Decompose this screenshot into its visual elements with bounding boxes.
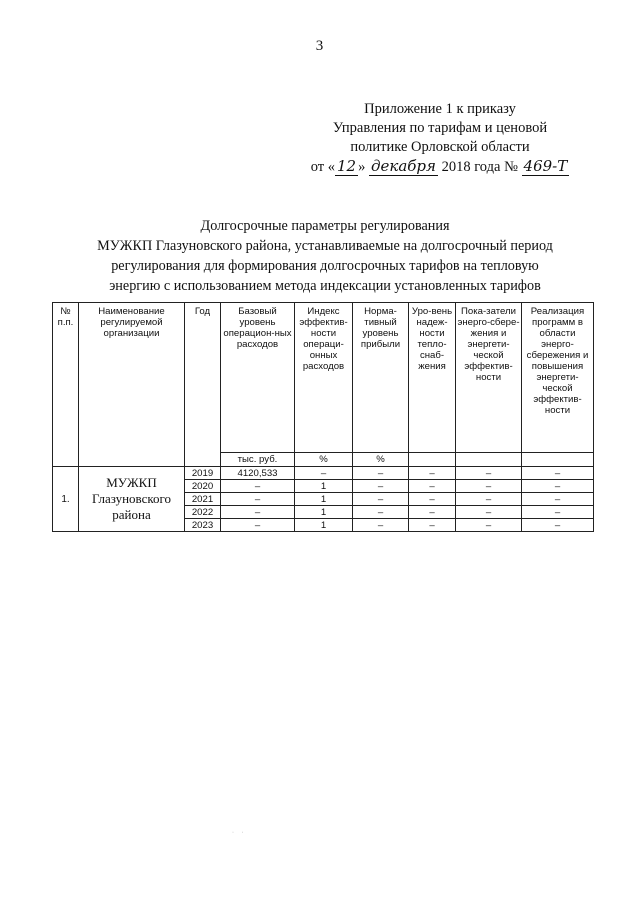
unit-norm: %	[353, 453, 409, 467]
cell-reliability: –	[409, 519, 456, 532]
appendix-header	[300, 100, 580, 177]
header-norm: Норма-тивный уровень прибыли	[353, 303, 409, 453]
header-year: Год	[185, 303, 221, 467]
cell-year: 2019	[185, 467, 221, 480]
date-month: декабря	[370, 157, 436, 175]
cell-base: 4120,533	[221, 467, 295, 480]
cell-base: –	[221, 519, 295, 532]
title-line-1: Долгосрочные параметры регулирования	[200, 218, 450, 234]
cell-index: 1	[295, 506, 353, 519]
table-header-row	[53, 303, 594, 453]
cell-reliability: –	[409, 467, 456, 480]
cell-index: 1	[295, 519, 353, 532]
organization-name: МУЖКП Глазуновского района	[79, 467, 185, 532]
title-line-3: регулирования для формирования долгосрочных тарифов на тепловую	[111, 258, 539, 274]
cell-index: 1	[295, 493, 353, 506]
cell-programs: –	[522, 480, 594, 493]
date-prefix: от «	[310, 159, 336, 175]
title-line-4: энергию с использованием метода индексации установленных тарифов	[109, 278, 541, 294]
cell-year: 2021	[185, 493, 221, 506]
cell-norm: –	[353, 480, 409, 493]
unit-index: %	[295, 453, 353, 467]
cell-norm: –	[353, 519, 409, 532]
cell-indicators: –	[456, 506, 522, 519]
appendix-line-3: политике Орловской области	[350, 139, 530, 155]
header-reliability: Уро-вень надеж-ности тепло-снаб-жения	[409, 303, 456, 453]
cell-norm: –	[353, 467, 409, 480]
cell-base: –	[221, 480, 295, 493]
cell-base: –	[221, 506, 295, 519]
order-number: 469-Т	[523, 157, 568, 175]
cell-programs: –	[522, 506, 594, 519]
unit-indicators	[456, 453, 522, 467]
date-mid: »	[358, 159, 366, 175]
appendix-date-line	[300, 157, 580, 177]
cell-year: 2022	[185, 506, 221, 519]
scan-marks: · ·	[232, 830, 247, 836]
document-title	[60, 216, 590, 296]
cell-index: 1	[295, 480, 353, 493]
parameters-table	[52, 302, 594, 532]
cell-reliability: –	[409, 493, 456, 506]
unit-base: тыс. руб.	[221, 453, 295, 467]
header-base: Базовый уровень операцион-ных расходов	[221, 303, 295, 453]
page-number: 3	[315, 38, 324, 54]
header-indicators: Пока-затели энерго-сбере-жения и энергети-ческой эффектив-ности	[456, 303, 522, 453]
header-name: Наименование регулируемой организации	[79, 303, 185, 467]
cell-base: –	[221, 493, 295, 506]
row-number: 1.	[53, 467, 79, 532]
cell-year: 2020	[185, 480, 221, 493]
date-year: 2018 года №	[441, 159, 518, 175]
cell-indicators: –	[456, 493, 522, 506]
cell-programs: –	[522, 467, 594, 480]
header-index: Индекс эффектив-ности операци-онных расходов	[295, 303, 353, 453]
header-programs: Реализация программ в области энерго-сбережения и повышения энергети-ческой эффектив-ности	[522, 303, 594, 453]
cell-year: 2023	[185, 519, 221, 532]
cell-programs: –	[522, 519, 594, 532]
cell-norm: –	[353, 506, 409, 519]
cell-indicators: –	[456, 467, 522, 480]
header-num: № п.п.	[53, 303, 79, 467]
date-day: 12	[337, 157, 357, 175]
cell-index: –	[295, 467, 353, 480]
cell-programs: –	[522, 493, 594, 506]
unit-reliability	[409, 453, 456, 467]
unit-programs	[522, 453, 594, 467]
appendix-line-1: Приложение 1 к приказу	[364, 101, 516, 117]
table-row	[53, 467, 594, 480]
cell-reliability: –	[409, 506, 456, 519]
cell-norm: –	[353, 493, 409, 506]
appendix-line-2: Управления по тарифам и ценовой	[332, 120, 548, 136]
title-line-2: МУЖКП Глазуновского района, устанавливаемые на долгосрочный период	[97, 238, 553, 254]
cell-indicators: –	[456, 480, 522, 493]
cell-reliability: –	[409, 480, 456, 493]
cell-indicators: –	[456, 519, 522, 532]
